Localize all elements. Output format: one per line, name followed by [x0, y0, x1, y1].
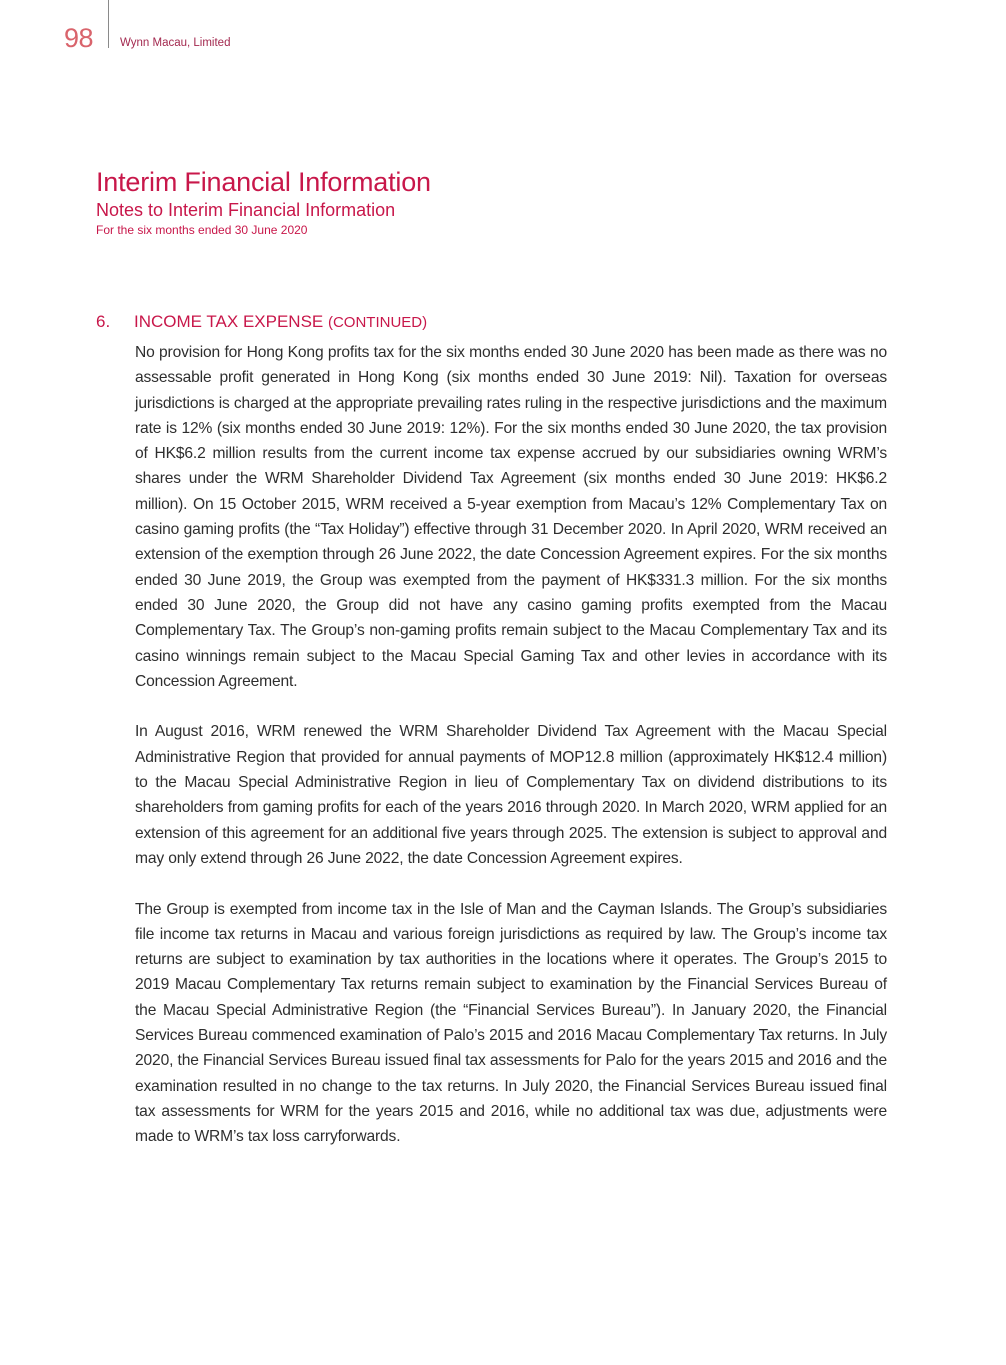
- section-heading: [96, 311, 427, 334]
- section-number: 6.: [96, 312, 111, 331]
- company-name: Wynn Macau, Limited: [120, 37, 231, 49]
- section-continued-label: (CONTINUED): [327, 314, 428, 331]
- reporting-period: For the six months ended 30 June 2020: [96, 223, 308, 237]
- header-divider: [108, 0, 109, 48]
- section-body: [135, 340, 887, 1175]
- page-number: 98: [64, 23, 94, 53]
- paragraph-tax-examinations: The Group is exempted from income tax in the Isle of Man and the Cayman Islands. The Group’s subsidiaries file income tax returns in Macau and various foreign jurisdictions as required by law. The Group’s income tax returns are subject to examination by tax authorities in the locations where it operates. The Group’s 2015 to 2019 Macau Complementary Tax returns remain subject to examination by the Financial Services Bureau of the Macau Special Administrative Region (the “Financial Services Bureau”). In January 2020, the Financial Services Bureau commenced examination of Palo’s 2015 and 2016 Macau Complementary Tax returns. In July 2020, the Financial Services Bureau issued final tax assessments for Palo for the years 2015 and 2016 and the examination resulted in no change to the tax returns. In July 2020, the Financial Services Bureau issued final tax assessments for WRM for the years 2015 and 2016, while no additional tax was due, adjustments were made to WRM’s tax loss carryforwards.: [135, 900, 887, 1146]
- section-title: INCOME TAX EXPENSE: [134, 312, 324, 331]
- paragraph-hk-tax-and-tax-holiday: No provision for Hong Kong profits tax for the six months ended 30 June 2020 has been made as there was no assessable profit generated in Hong Kong (six months ended 30 June 2019: Nil). Taxation for overseas jurisdictions is charged at the appropriate prevailing rates ruling in the respective jurisdictions and the maximum rate is 12% (six months ended 30 June 2019: 12%). For the six months ended 30 June 2020, the tax provision of HK$6.2 million results from the current income tax expense accrued by our subsidiaries owning WRM’s shares under the WRM Shareholder Dividend Tax Agreement (six months ended 30 June 2019: HK$6.2 million). On 15 October 2015, WRM received a 5-year exemption from Macau’s 12% Complementary Tax on casino gaming profits (the “Tax Holiday”) effective through 31 December 2020. In April 2020, WRM received an extension of the exemption through 26 June 2022, the date Concession Agreement expires. For the six months ended 30 June 2019, the Group was exempted from the payment of HK$331.3 million. For the six months ended 30 June 2020, the Group did not have any casino gaming profits exempted from the Macau Complementary Tax. The Group’s non-gaming profits remain subject to the Macau Complementary Tax and its casino winnings remain subject to the Macau Special Gaming Tax and other levies in accordance with its Concession Agreement.: [135, 344, 887, 690]
- paragraph-dividend-tax-agreement: In August 2016, WRM renewed the WRM Shareholder Dividend Tax Agreement with the Macau Special Administrative Region that provided for annual payments of MOP12.8 million (approximately HK$12.4 million) to the Macau Special Administrative Region in lieu of Complementary Tax on dividend distributions to its shareholders from gaming profits for each of the years 2016 through 2020. In March 2020, WRM applied for an extension of this agreement for an additional five years through 2025. The extension is subject to approval and may only extend through 26 June 2022, the date Concession Agreement expires.: [135, 723, 887, 867]
- page-subtitle: Notes to Interim Financial Information: [96, 200, 396, 220]
- title-block: [96, 166, 431, 238]
- page-title: Interim Financial Information: [96, 167, 431, 197]
